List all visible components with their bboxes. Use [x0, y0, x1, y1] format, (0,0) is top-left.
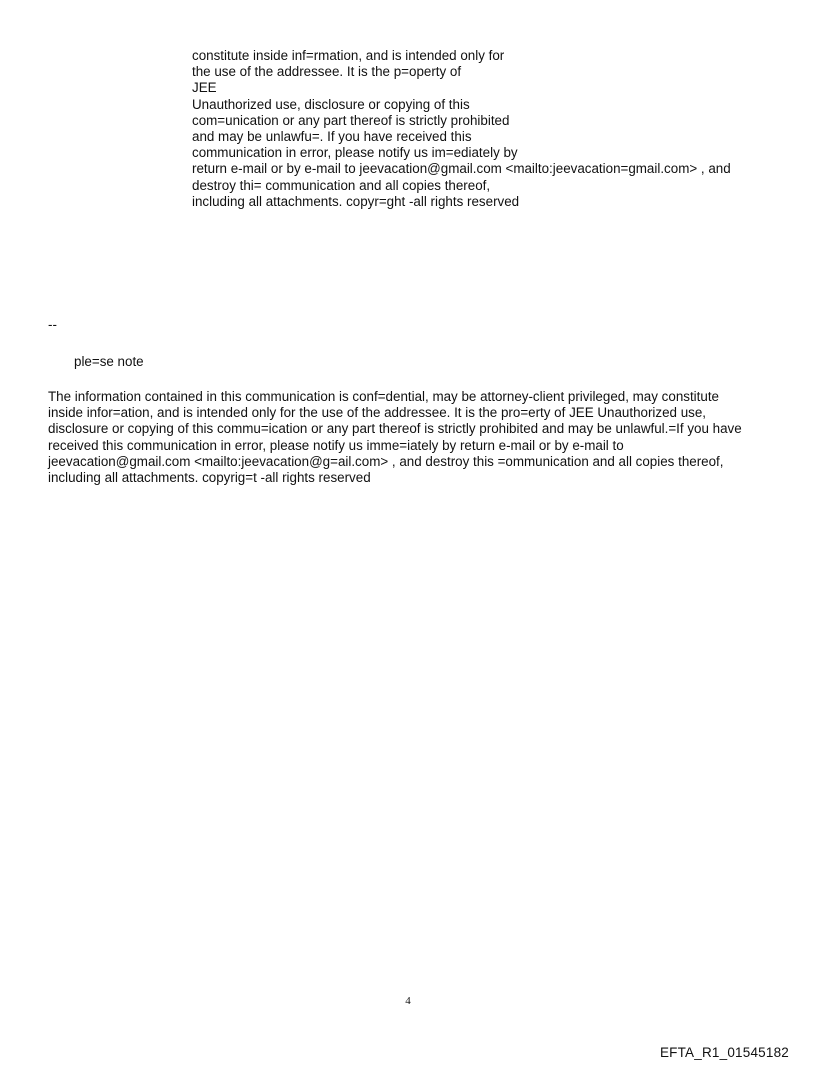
quoted-line: and may be unlawfu=. If you have received this	[192, 129, 472, 145]
quoted-line: Unauthorized use, disclosure or copying of this	[192, 96, 470, 112]
quoted-disclaimer-block	[192, 48, 792, 210]
quoted-line: including all attachments. copyr=ght -all rights reserved	[192, 193, 520, 209]
quoted-line: constitute inside inf=rmation, and is intended only for	[192, 48, 505, 63]
disclaimer-line: disclosure or copying of this commu=ication or any part thereof is strictly prohibited and may be unlawful.=If you have	[48, 421, 742, 437]
disclaimer-line: received this communication in error, please notify us imme=iately by return e-mail or by e-mail to	[48, 437, 624, 453]
page-number: 4	[405, 995, 411, 1007]
disclaimer-line: inside infor=ation, and is intended only for the use of the addressee. It is the pro=erty of JEE Unauthorized use,	[48, 405, 707, 421]
quoted-line: the use of the addressee. It is the p=operty of	[192, 64, 462, 80]
please-note-text: ple=se note	[74, 354, 144, 369]
disclaimer-line: The information contained in this communication is conf=dential, may be attorney-client privileged, may constitute	[48, 389, 719, 404]
disclaimer-paragraph	[48, 389, 778, 486]
signature-separator: --	[48, 317, 57, 332]
quoted-line: JEE	[192, 80, 217, 96]
disclaimer-line: jeevacation@gmail.com <mailto:jeevacation@g=ail.com> , and destroy this =ommunication and all copies thereof,	[48, 453, 724, 469]
quoted-line: communication in error, please notify us im=ediately by	[192, 145, 518, 161]
quoted-line: destroy thi= communication and all copies thereof,	[192, 177, 491, 193]
quoted-line: com=unication or any part thereof is strictly prohibited	[192, 112, 510, 128]
document-id: EFTA_R1_01545182	[659, 1045, 789, 1060]
disclaimer-line: including all attachments. copyrig=t -all rights reserved	[48, 470, 371, 486]
quoted-line: return e-mail or by e-mail to jeevacation@gmail.com <mailto:jeevacation=gmail.com> , and	[192, 161, 731, 177]
